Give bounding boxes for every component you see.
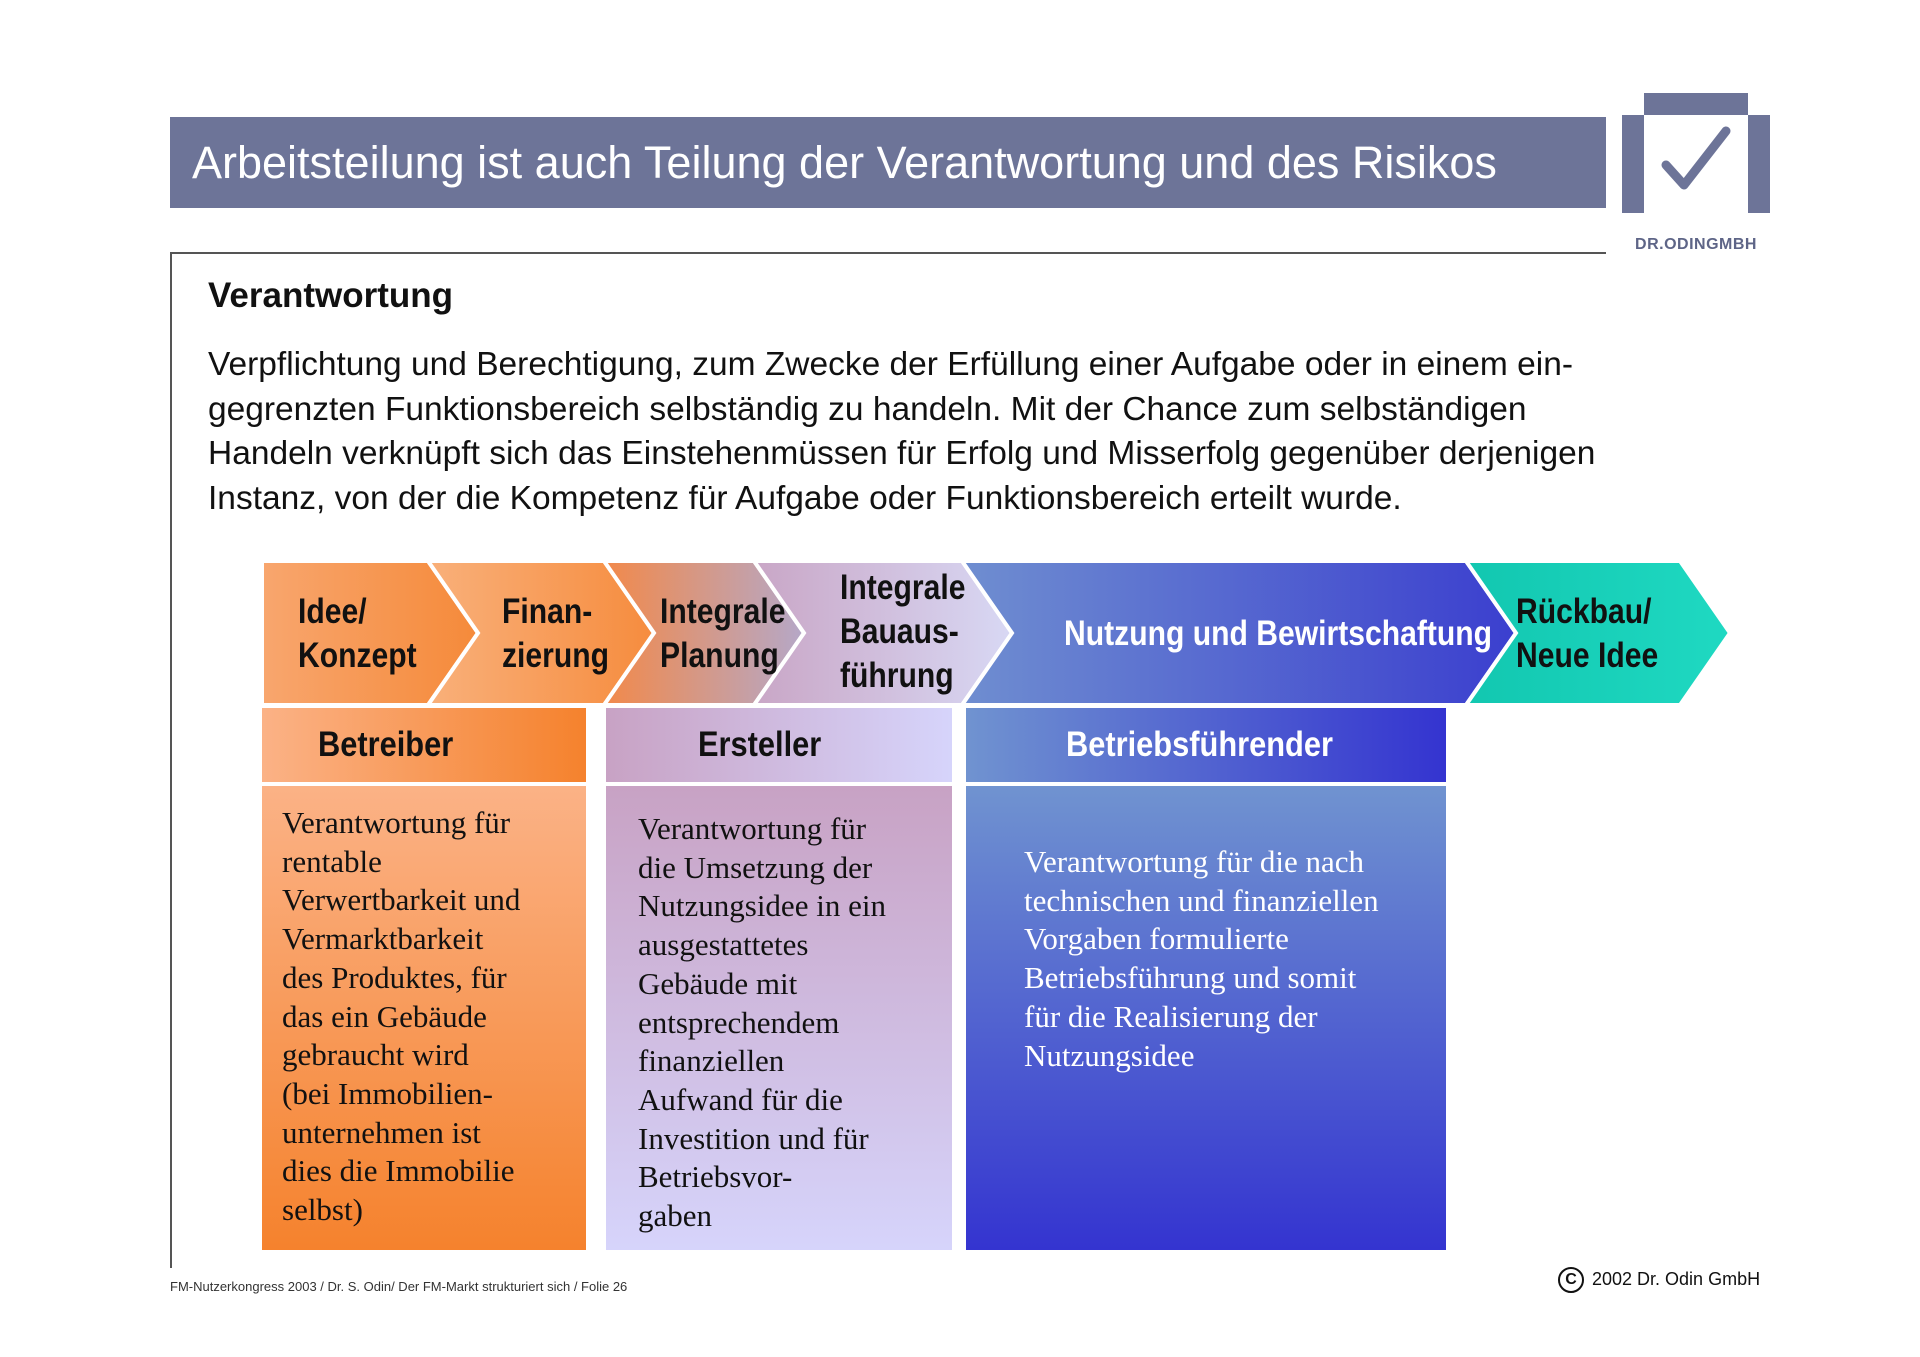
- role-description-line: gebraucht wird: [282, 1037, 469, 1073]
- phase-label-idee-konzept: [298, 590, 417, 678]
- phase-label-line: Bauaus-: [840, 612, 959, 651]
- phase-label-line: Integrale: [660, 592, 786, 631]
- role-description-line: Verantwortung für die nach: [1024, 844, 1365, 879]
- role-description-betriebsfuehrender: [966, 843, 1446, 1075]
- role-description-line: die Umsetzung der: [638, 849, 873, 885]
- role-description-line: unternehmen ist: [282, 1114, 481, 1150]
- role-description-line: des Produktes, für: [282, 959, 507, 995]
- phase-label-integrale-planung: [660, 590, 785, 678]
- role-description-line: Aufwand für die: [638, 1081, 843, 1117]
- role-description-line: Verantwortung für: [638, 811, 867, 846]
- logo-text: DR.ODINGMBH: [1635, 236, 1757, 253]
- phase-label-line: Rückbau/: [1516, 592, 1652, 631]
- role-description-line: das ein Gebäude: [282, 998, 487, 1034]
- role-description-line: Betriebsvor-: [638, 1159, 793, 1195]
- definition-line: Handeln verknüpft sich das Einstehenmüssen für Erfolg und Misserfolg gegenüber derjenigen: [208, 435, 1596, 472]
- copyright-text: 2002 Dr. Odin GmbH: [1592, 1268, 1761, 1289]
- role-description-line: Gebäude mit: [638, 965, 798, 1001]
- role-description-ersteller: [606, 810, 952, 1236]
- role-description-line: technischen und finanziellen: [1024, 882, 1379, 918]
- role-description-line: Betriebsführung und somit: [1024, 960, 1357, 996]
- phase-label-line: führung: [840, 656, 954, 695]
- role-header-betreiber: [262, 708, 586, 782]
- role-header-ersteller: [606, 708, 952, 782]
- phase-label-line: Finan-: [502, 592, 593, 631]
- definition-line: Instanz, von der die Kompetenz für Aufgabe oder Funktionsbereich erteilt wurde.: [208, 479, 1402, 517]
- role-description-line: Verwertbarkeit und: [282, 882, 521, 918]
- phase-label-rueckbau-neue-idee: [1516, 590, 1658, 678]
- phase-label-line: Neue Idee: [1516, 636, 1659, 675]
- phase-label-line: Idee/: [298, 592, 367, 631]
- role-description-line: für die Realisierung der: [1024, 998, 1318, 1034]
- phase-label-integrale-bauausfuehrung: [840, 566, 965, 698]
- footer-source: FM-Nutzerkongress 2003 / Dr. S. Odin/ Der FM-Markt strukturiert sich / Folie 26: [170, 1279, 628, 1294]
- role-description-line: Vorgaben formulierte: [1024, 921, 1289, 957]
- role-name: Ersteller: [698, 725, 822, 764]
- role-description-betreiber: [262, 804, 586, 1230]
- role-description-line: selbst): [282, 1192, 363, 1228]
- phase-label-line: Konzept: [298, 636, 417, 675]
- definition-line: gegrenzten Funktionsbereich selbständig zu handeln. Mit der Chance zum selbständigen: [208, 390, 1527, 428]
- role-description-line: finanziellen: [638, 1043, 785, 1079]
- role-description-line: ausgestattetes: [638, 927, 809, 963]
- definition-line: Verpflichtung und Berechtigung, zum Zwecke der Erfüllung einer Aufgabe oder in einem ein-: [208, 346, 1574, 383]
- phase-label-line: Planung: [660, 636, 779, 675]
- footer-copyright: [1558, 1267, 1760, 1293]
- slide-title: Arbeitsteilung ist auch Teilung der Verantwortung und des Risikos: [170, 117, 1606, 208]
- role-description-line: (bei Immobilien-: [282, 1075, 493, 1111]
- phase-label-nutzung-bewirtschaftung: [1064, 612, 1492, 656]
- role-header-betriebsfuehrender: [966, 708, 1446, 782]
- role-description-line: Verantwortung für: [282, 805, 511, 840]
- role-description-line: Vermarktbarkeit: [282, 921, 484, 957]
- phase-label-finanzierung: [502, 590, 609, 678]
- phase-label-line: Nutzung und Bewirtschaftung: [1064, 614, 1493, 653]
- phase-label-line: zierung: [502, 636, 610, 675]
- section-heading: Verantwortung: [208, 276, 454, 315]
- phase-label-line: Integrale: [840, 568, 966, 607]
- role-name: Betriebsführender: [1066, 725, 1333, 764]
- copyright-icon: C: [1558, 1267, 1584, 1293]
- role-description-line: entsprechendem: [638, 1004, 840, 1040]
- role-description-line: Investition und für: [638, 1120, 869, 1156]
- role-description-line: gaben: [638, 1198, 713, 1234]
- role-description-line: rentable: [282, 843, 382, 879]
- role-description-line: dies die Immobilie: [282, 1153, 515, 1189]
- role-name: Betreiber: [318, 725, 454, 764]
- role-description-line: Nutzungsidee in ein: [638, 888, 886, 924]
- role-description-line: Nutzungsidee: [1024, 1037, 1195, 1073]
